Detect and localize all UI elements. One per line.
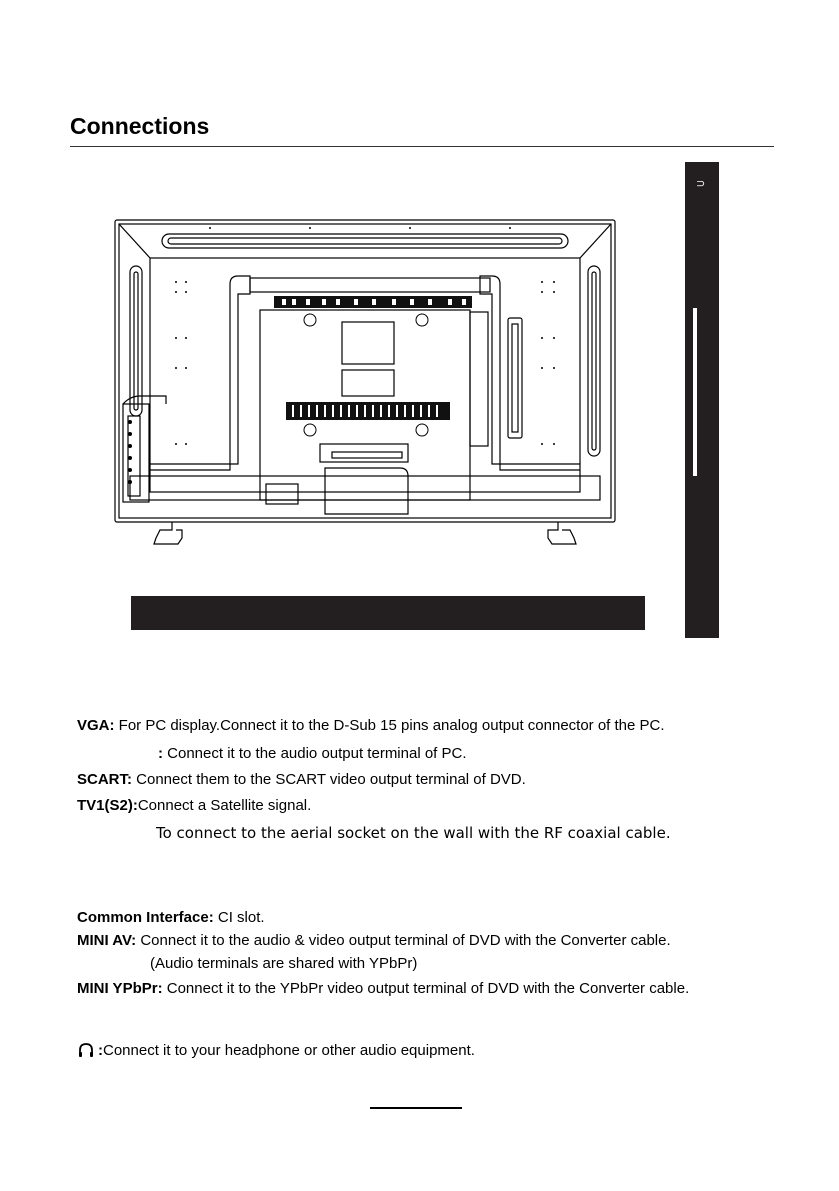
side-connector-panel — [685, 162, 719, 638]
desc-label: MINI YPbPr: — [77, 980, 163, 997]
desc-label: : — [158, 745, 163, 762]
desc-text: CI slot. — [213, 909, 265, 926]
desc-text: Connect them to the SCART video output terminal of DVD. — [132, 771, 526, 788]
desc-text: (Audio terminals are shared with YPbPr) — [150, 955, 418, 972]
desc-pc-audio — [158, 745, 467, 763]
desc-text: Connect it to the audio & video output terminal of DVD with the Converter cable. — [136, 932, 671, 949]
desc-text: Connect a Satellite signal. — [137, 797, 312, 814]
page-title: Connections — [70, 113, 210, 139]
desc-rf — [156, 824, 671, 842]
desc-mini-ypbpr — [77, 980, 689, 998]
tv-rear-panel-diagram — [110, 214, 620, 550]
headphone-icon — [77, 1041, 95, 1059]
ci-slot-marker — [693, 308, 697, 476]
desc-mini-av — [77, 932, 671, 950]
desc-label: Common Interface: — [77, 909, 214, 926]
desc-scart — [77, 771, 526, 789]
desc-mini-av-note — [150, 955, 417, 973]
title-divider — [70, 146, 774, 147]
desc-tv1 — [77, 797, 311, 815]
desc-label: VGA: — [77, 717, 115, 734]
desc-label: SCART: — [77, 771, 132, 788]
headphone-jack-icon: ⊃ — [696, 178, 706, 190]
desc-text: For PC display.Connect it to the D-Sub 15 pins analog output connector of the PC. — [114, 717, 665, 734]
desc-label: TV1(S2): — [77, 797, 138, 814]
desc-text: To connect to the aerial socket on the wall with the RF coaxial cable. — [156, 824, 671, 842]
desc-headphone — [77, 1041, 475, 1060]
desc-text: Connect it to your headphone or other audio equipment. — [103, 1042, 475, 1059]
desc-common-interface — [77, 909, 265, 927]
desc-vga — [77, 717, 665, 735]
desc-text: Connect it to the audio output terminal of PC. — [163, 745, 467, 762]
desc-label: : — [98, 1042, 103, 1059]
page-number-line — [370, 1107, 462, 1109]
diagram-caption-bar — [131, 596, 645, 630]
desc-text: Connect it to the YPbPr video output terminal of DVD with the Converter cable. — [162, 980, 690, 997]
desc-label: MINI AV: — [77, 932, 137, 949]
